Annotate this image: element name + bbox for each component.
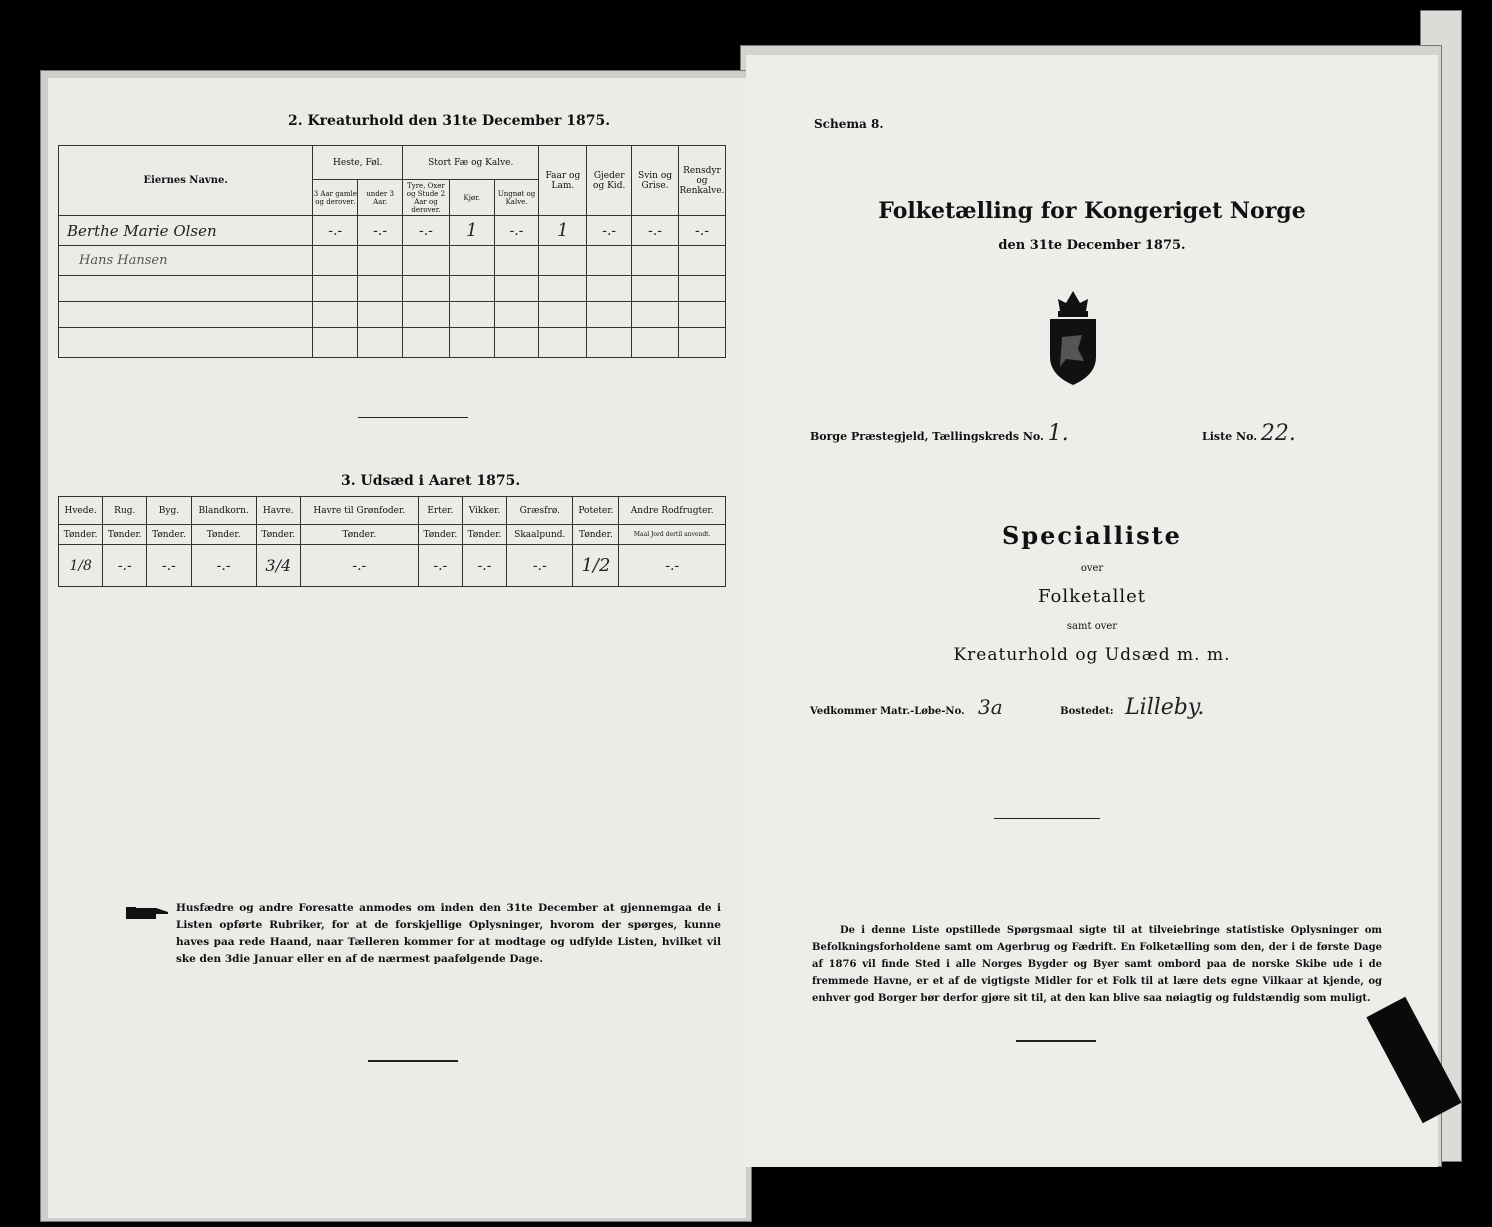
district-line [810, 421, 1069, 446]
bottom-rule [368, 1060, 458, 1062]
folketallet-heading: Folketallet [1037, 586, 1147, 607]
liste-value: 22. [1260, 421, 1296, 446]
seed-value: -.- [507, 545, 573, 587]
section3-title: 3. Udsæd i Aaret 1875. [341, 473, 521, 489]
liste-line [1202, 421, 1296, 446]
seed-header: Havre. [256, 497, 300, 525]
seed-unit: Tønder. [418, 525, 462, 545]
seed-value: -.- [103, 545, 147, 587]
matr-line [810, 695, 1204, 720]
seed-header: Græsfrø. [507, 497, 573, 525]
owner-name-1: Berthe Marie Olsen [59, 216, 313, 246]
seed-header: Rug. [103, 497, 147, 525]
krets-label: Tællingskreds No. [932, 430, 1044, 443]
seed-unit-row [59, 525, 726, 545]
over-text-1: over [1080, 563, 1104, 574]
kreaturhold-heading: Kreaturhold og Udsæd m. m. [953, 645, 1231, 665]
pointing-hand-icon [126, 904, 170, 926]
seed-header: Erter. [418, 497, 462, 525]
matr-label: Vedkommer Matr.-Løbe-No. [810, 706, 965, 717]
table-row [59, 246, 726, 276]
seed-value: -.- [418, 545, 462, 587]
bottom-rule [1016, 1040, 1096, 1042]
right-page [746, 55, 1438, 1167]
seed-header: Vikker. [462, 497, 506, 525]
divider-rule [994, 818, 1100, 819]
cell-value: -.- [494, 216, 539, 246]
col-horses-b: under 3 Aar. [358, 180, 403, 216]
seed-value: -.- [191, 545, 256, 587]
cell-value: 1 [539, 216, 587, 246]
seed-unit: Tønder. [256, 525, 300, 545]
seed-unit: Tønder. [573, 525, 619, 545]
cell-value: -.- [632, 216, 679, 246]
col-cattle-header: Stort Fæ og Kalve. [403, 146, 539, 180]
col-pigs-header: Svin og Grise. [632, 146, 679, 216]
seed-table [58, 496, 726, 587]
col-reindeer-header: Rensdyr og Renkalve. [678, 146, 725, 216]
section2-title: 2. Kreaturhold den 31te December 1875. [288, 113, 611, 129]
seed-header-row [59, 497, 726, 525]
seed-header: Blandkorn. [191, 497, 256, 525]
seed-unit: Maal Jord dertil anvendt. [619, 525, 726, 545]
seed-header: Havre til Grønfoder. [300, 497, 418, 525]
prestegjeld-value: Borge [810, 430, 848, 443]
seed-value: 1/8 [59, 545, 103, 587]
cell-value: -.- [678, 216, 725, 246]
cell-value: -.- [358, 216, 403, 246]
divider-rule [358, 417, 468, 418]
specialliste-heading: Specialliste [1002, 521, 1182, 550]
seed-unit: Tønder. [191, 525, 256, 545]
footnote-text: Husfædre og andre Foresatte anmodes om inden den 31te December at gjennemgaa de i Listen opførte Rubriker, for at de forskjellige Oplysninger, hvorom der spørges, kunne haves paa rede Haand, naar Tælleren kommer for at modtage og udfylde Listen, hvilket vil ske den 3die Januar eller en af de nærmest paafølgende Dage. [176, 902, 721, 965]
seed-value: 1/2 [573, 545, 619, 587]
seed-value: -.- [462, 545, 506, 587]
main-title: Folketælling for Kongeriget Norge [878, 198, 1306, 224]
col-owner-header: Eiernes Navne. [59, 146, 313, 216]
owner-name-2: Hans Hansen [59, 246, 313, 276]
seed-value: -.- [147, 545, 191, 587]
seed-value: -.- [619, 545, 726, 587]
left-page [48, 78, 746, 1218]
prestegjeld-label: Præstegjeld, [850, 430, 929, 443]
seed-unit: Skaalpund. [507, 525, 573, 545]
liste-label: Liste No. [1202, 430, 1258, 443]
col-goats-header: Gjeder og Kid. [587, 146, 632, 216]
footer-text: De i denne Liste opstillede Spørgsmaal sigte til at tilveiebringe statistiske Oplysninger om Befolkningsforholdene samt om Agerbrug og Fædrift. En Folketælling som den, der i de første Dage af 1876 vil finde Sted i alle Norges Bygder og Byer samt ombord paa de norske Skibe ude i de fremmede Havne, er et af de vigtigste Midler for et Folk til at lære dets egne Vilkaar at kjende, og enhver god Borger bør derfor gjøre sit til, at den kan blive saa nøiagtig og fuldstændig som muligt. [812, 925, 1382, 1004]
seed-header: Andre Rodfrugter. [619, 497, 726, 525]
over-text-2: samt over [1066, 621, 1118, 632]
schema-label: Schema 8. [814, 117, 884, 131]
bosted-label: Bostedet: [1060, 706, 1114, 717]
seed-unit: Tønder. [59, 525, 103, 545]
seed-unit: Tønder. [103, 525, 147, 545]
col-horses-header: Heste, Føl. [313, 146, 403, 180]
col-sheep-header: Faar og Lam. [539, 146, 587, 216]
cell-value: -.- [313, 216, 358, 246]
col-cattle-a: Tyre, Oxer og Stude 2 Aar og derover. [403, 180, 450, 216]
krets-value: 1. [1047, 421, 1069, 446]
seed-header: Poteter. [573, 497, 619, 525]
col-cattle-b: Kjør. [449, 180, 494, 216]
bosted-value: Lilleby. [1125, 695, 1205, 720]
main-subtitle: den 31te December 1875. [998, 238, 1186, 253]
cell-value: 1 [449, 216, 494, 246]
matr-value: 3a [978, 695, 1003, 719]
seed-value: 3/4 [256, 545, 300, 587]
seed-unit: Tønder. [462, 525, 506, 545]
col-horses-a: 3 Aar gamle og derover. [313, 180, 358, 216]
seed-unit: Tønder. [147, 525, 191, 545]
seed-value-row [59, 545, 726, 587]
seed-header: Hvede. [59, 497, 103, 525]
table-row [59, 216, 726, 246]
seed-unit: Tønder. [300, 525, 418, 545]
livestock-table [58, 145, 726, 358]
col-cattle-c: Ungnøt og Kalve. [494, 180, 539, 216]
cell-value: -.- [587, 216, 632, 246]
seed-header: Byg. [147, 497, 191, 525]
cell-value: -.- [403, 216, 450, 246]
seed-value: -.- [300, 545, 418, 587]
coat-of-arms-icon [1044, 287, 1102, 391]
